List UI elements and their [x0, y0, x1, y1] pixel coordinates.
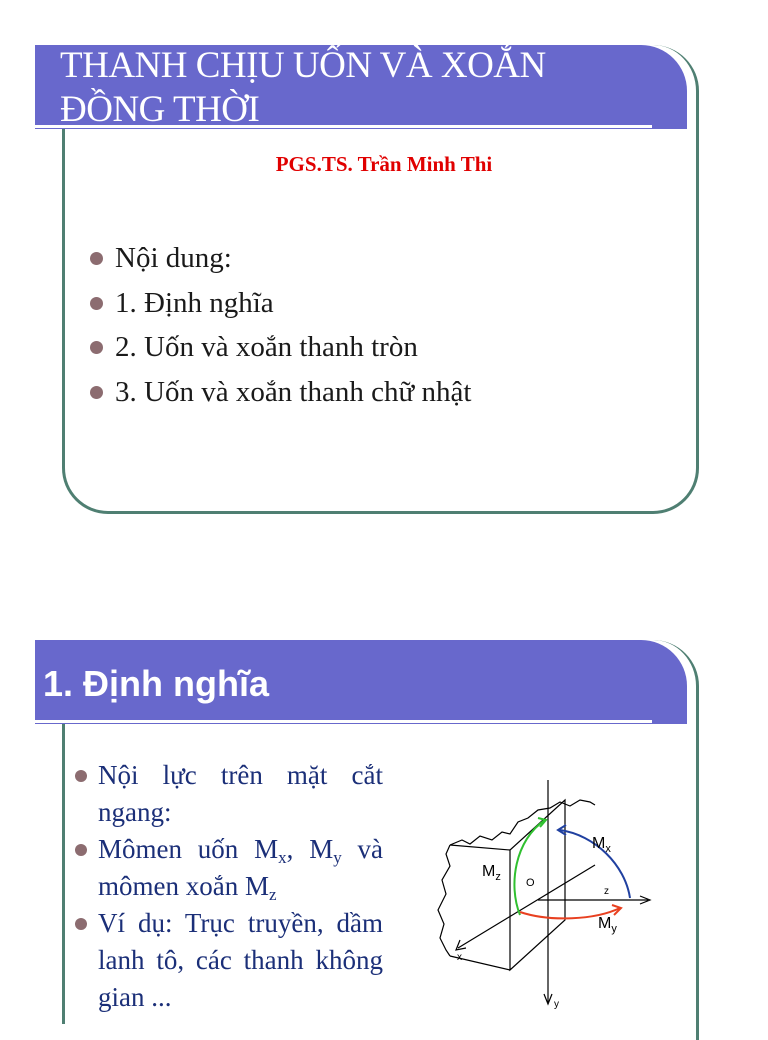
y-label: y: [554, 999, 559, 1010]
content-list: [90, 236, 471, 414]
my-label: $M_y$: [598, 915, 617, 935]
slide-title-2: 1. Định nghĩa: [43, 663, 270, 704]
list-item: 3. Uốn và xoắn thanh chữ nhật: [90, 370, 471, 415]
mx-label: $M_x$: [592, 835, 611, 855]
bullet-icon: [90, 341, 103, 354]
bullet-icon: [90, 297, 103, 310]
list-item: Mômen uốn $M_x$, $M_y$ và mômen xoắn $M_z$: [75, 831, 383, 905]
list-item: Nội dung:: [90, 236, 471, 281]
o-label: O: [526, 877, 535, 889]
slide-frame-corner: [639, 45, 699, 135]
title-underline-2: [35, 720, 652, 723]
list-item: 2. Uốn và xoắn thanh tròn: [90, 325, 471, 370]
x-arrow-icon: [456, 940, 466, 950]
beam-left-edge: [438, 845, 450, 956]
mz-label: $M_z$: [482, 863, 501, 883]
bullet-icon: [90, 386, 103, 399]
author-name: PGS.TS. Trần Minh Thi: [275, 152, 493, 176]
bullet-icon: [90, 252, 103, 265]
bullet-icon: [75, 770, 87, 782]
z-label: z: [604, 886, 609, 897]
list-item: Nội lực trên mặt cắt ngang:: [75, 757, 383, 831]
definition-list: [75, 757, 383, 1016]
bullet-icon: [75, 844, 87, 856]
slide-frame-left-2: [62, 724, 65, 1024]
list-item: 1. Định nghĩa: [90, 281, 471, 326]
bullet-icon: [75, 918, 87, 930]
moment-diagram: [420, 770, 680, 1020]
list-item: Ví dụ: Trục truyền, dầm lanh tô, các thanh không gian ...: [75, 905, 383, 1016]
beam-top-edge: [450, 845, 510, 850]
slide-title: THANH CHỊU UỐN VÀ XOẮN ĐỒNG THỜI: [60, 45, 546, 130]
x-label: x: [457, 952, 462, 963]
mz-arc: [514, 820, 545, 915]
